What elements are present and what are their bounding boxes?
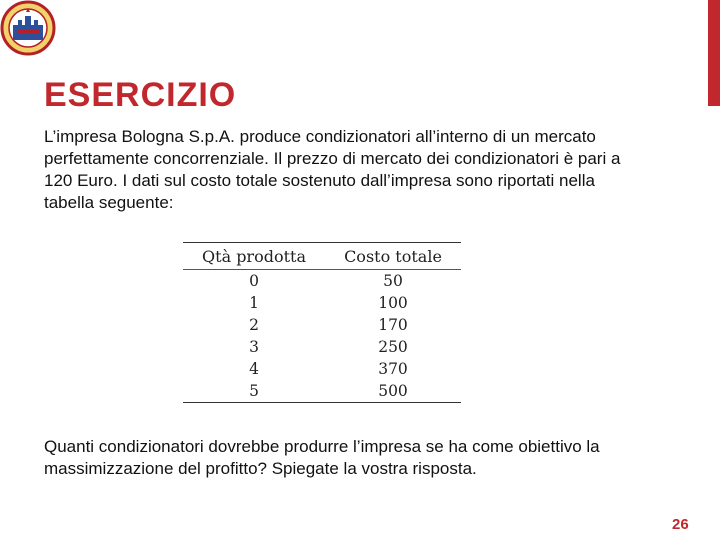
cost-table [183,242,461,403]
table-row [183,292,461,314]
table-bottom-rule [183,402,461,403]
table-row [183,336,461,358]
total-cost-cell: 170 [378,316,408,334]
accent-bar [708,0,720,106]
quantity-cell: 1 [249,294,259,312]
total-cost-cell: 250 [378,338,408,356]
page-number: 26 [672,516,689,533]
exercise-intro: L’impresa Bologna S.p.A. produce condizionatori all’interno di un mercato perfettamente concorrenziale. Il prezzo di mercato dei condizionatori è pari a 120 Euro. I dati sul costo totale sostenuto dall’impresa sono riportati nella tabella seguente: [44,127,621,212]
quantity-cell: 5 [249,382,259,400]
table-row [183,380,461,402]
table-row [183,358,461,380]
quantity-cell: 0 [249,272,259,290]
total-cost-cell: 500 [378,382,408,400]
column-header-total-cost: Costo totale [344,246,442,266]
table-header-row [183,243,461,269]
table-row [183,270,461,292]
total-cost-cell: 100 [378,294,408,312]
total-cost-cell: 50 [383,272,403,290]
column-header-quantity: Qtà prodotta [202,246,306,266]
total-cost-cell: 370 [378,360,408,378]
table-row [183,314,461,336]
exercise-question: Quanti condizionatori dovrebbe produrre l’impresa se ha come obiettivo la massimizzazione del profitto? Spiegate la vostra risposta. [44,437,600,478]
university-seal-icon [0,0,56,56]
quantity-cell: 4 [249,360,259,378]
slide-title: ESERCIZIO [44,76,237,114]
quantity-cell: 2 [249,316,259,334]
quantity-cell: 3 [249,338,259,356]
